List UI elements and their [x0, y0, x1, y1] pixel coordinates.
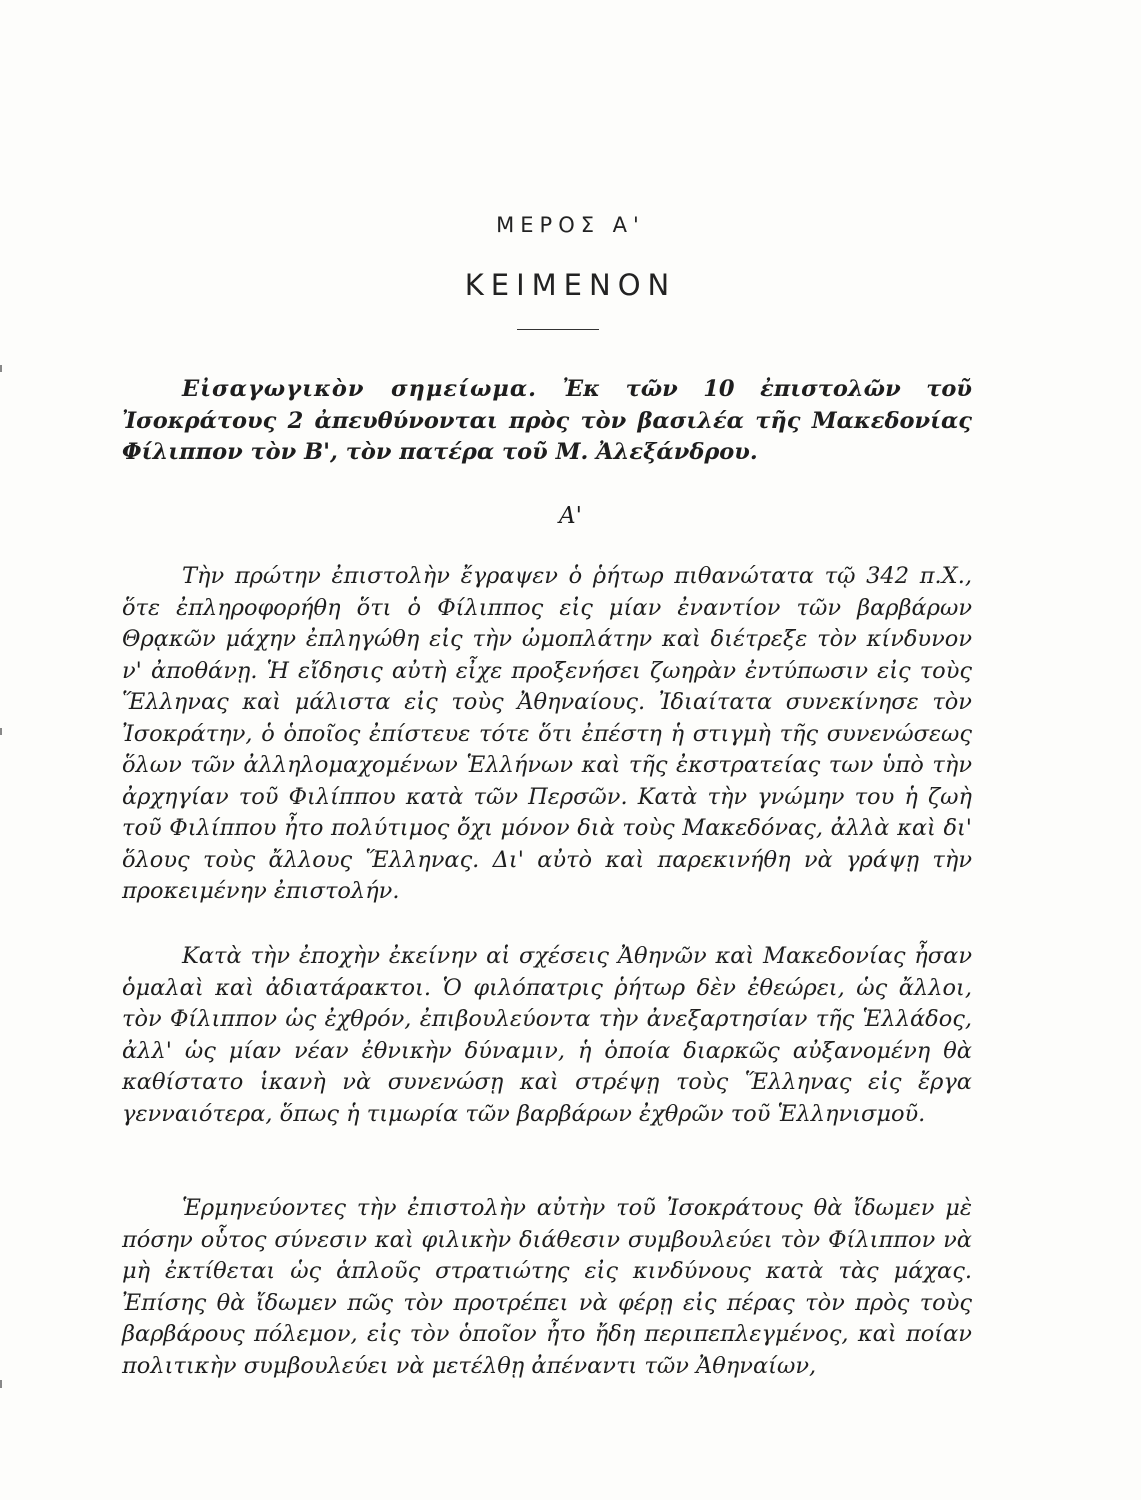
intro-lead: Εἰσαγωγικὸν σημείωμα. — [182, 376, 537, 402]
title-divider — [517, 329, 599, 330]
letter-heading: Α' — [559, 503, 582, 529]
paragraph-1-block — [122, 561, 972, 908]
intro-note — [122, 374, 972, 469]
paragraph: Τὴν πρώτην ἐπιστολὴν ἔγραψεν ὁ ῥήτωρ πιθανώτατα τῷ 342 π.Χ., ὅτε ἐπληροφορήθη ὅτι ὁ Φίλιππος εἰς μίαν ἐναντίον τῶν βαρβάρων Θρᾳκῶν μάχην ἐπληγώθη εἰς τὴν ὠμοπλάτην καὶ διέτρεξε τὸν κίνδυνον ν' ἀποθάνῃ. Ἡ εἴδησις αὐτὴ εἶχε προξενήσει ζωηρὰν ἐντύπωσιν εἰς τοὺς Ἕλληνας καὶ μάλιστα εἰς τοὺς Ἀθηναίους. Ἰδιαίτατα συνεκίνησε τὸν Ἰσοκράτην, ὁ ὁποῖος ἐπίστευε τότε ὅτι ἐπέστη ἡ στιγμὴ τῆς συνενώσεως ὅλων τῶν ἀλληλομαχομένων Ἑλλήνων καὶ τῆς ἐκστρατείας των ὑπὸ τὴν ἀρχηγίαν τοῦ Φιλίππου κατὰ τῶν Περσῶν. Κατὰ τὴν γνώμην του ἡ ζωὴ τοῦ Φιλίππου ἦτο πολύτιμος ὄχι μόνον διὰ τοὺς Μακεδόνας, ἀλλὰ καὶ δι' ὅλους τοὺς ἄλλους Ἕλληνας. Δι' αὐτὸ καὶ παρεκινήθη νὰ γράψῃ τὴν προκειμένην ἐπιστολήν. — [122, 563, 972, 904]
part-label: ΜΕΡΟΣ Α' — [496, 213, 645, 237]
section-title: ΚΕΙΜΕΝΟΝ — [464, 268, 677, 302]
paragraph: Ἑρμηνεύοντες τὴν ἐπιστολὴν αὐτὴν τοῦ Ἰσοκράτους θὰ ἴδωμεν μὲ πόσην οὗτος σύνεσιν καὶ φιλικὴν διάθεσιν συμβουλεύει τὸν Φίλιππον νὰ μὴ ἐκτίθεται ὡς ἁπλοῦς στρατιώτης εἰς κινδύνους κατὰ τὰς μάχας. Ἐπίσης θὰ ἴδωμεν πῶς τὸν προτρέπει νὰ φέρῃ εἰς πέρας τὸν πρὸς τοὺς βαρβάρους πόλεμον, εἰς τὸν ὁποῖον ἦτο ἤδη περιπεπλεγμένος, καὶ ποίαν πολιτικὴν συμβουλεύει νὰ μετέλθῃ ἀπέναντι τῶν Ἀθηναίων, — [122, 1195, 972, 1379]
paragraph-2-block — [122, 941, 972, 1130]
paragraph: Κατὰ τὴν ἐποχὴν ἐκείνην αἱ σχέσεις Ἀθηνῶν καὶ Μακεδονίας ἦσαν ὁμαλαὶ καὶ ἀδιατάρακτοι. Ὁ φιλόπατρις ῥήτωρ δὲν ἐθεώρει, ὡς ἄλλοι, τὸν Φίλιππον ὡς ἐχθρόν, ἐπιβουλεύοντα τὴν ἀνεξαρτησίαν τῆς Ἑλλάδος, ἀλλ' ὡς μίαν νέαν ἐθνικὴν δύναμιν, ἡ ὁποία διαρκῶς αὐξανομένη θὰ καθίστατο ἱκανὴ νὰ συνενώσῃ καὶ στρέψῃ τοὺς Ἕλληνας εἰς ἔργα γενναιότερα, ὅπως ἡ τιμωρία τῶν βαρβάρων ἐχθρῶν τοῦ Ἑλληνισμοῦ. — [122, 943, 972, 1127]
paragraph-3-block — [122, 1193, 972, 1382]
intro-text: Ἐκ τῶν 10 ἐπιστολῶν τοῦ Ἰσοκράτους 2 ἀπευθύνονται πρὸς τὸν βασιλέα τῆς Μακεδονίας Φίλιππον τὸν Β', τὸν πατέρα τοῦ Μ. Ἀλεξάνδρου. — [122, 376, 972, 465]
